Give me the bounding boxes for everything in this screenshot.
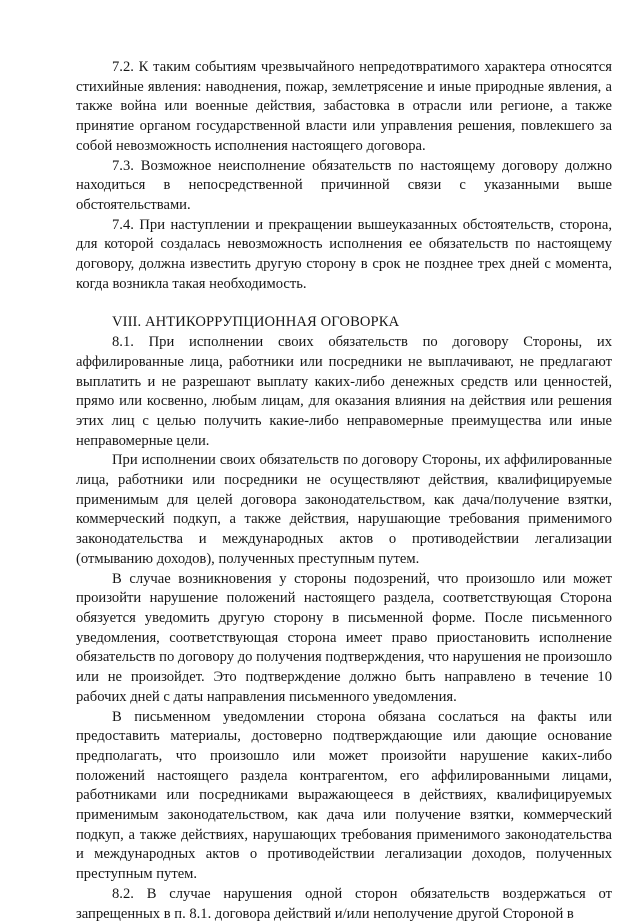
paragraph-7-2: 7.2. К таким событиям чрезвычайного непредотвратимого характера относятся стихийные явления: наводнения, пожар, землетрясение и иные природные явления, а также война или военные действия, забастовка в отрасли или регионе, а также принятие органом государственной власти или управления решения, повлекшего за собой невозможность исполнения настоящего договора. <box>76 59 612 154</box>
paragraph-7-4: 7.4. При наступлении и прекращении вышеуказанных обстоятельств, сторона, для которой создалась невозможность исполнения ее обязательств по настоящему договору, должна известить другую сторону в срок не позднее трех дней с момента, когда возникла такая необходимость. <box>76 216 612 292</box>
paragraph-8-2: 8.2. В случае нарушения одной сторон обязательств воздержаться от запрещенных в п. 8.1. договора действий и/или неполучение другой Стороной в <box>76 885 612 922</box>
document-page <box>76 58 612 924</box>
section-8-heading: VIII. АНТИКОРРУПЦИОННАЯ ОГОВОРКА <box>112 314 400 331</box>
paragraph-8-1-notice: В письменном уведомлении сторона обязана сослаться на факты или предоставить материалы, достоверно подтверждающие или дающие основание предполагать, что произошло или может произойти нарушение каких-либо положений настоящего раздела контрагентом, его аффилированными лицами, работниками или посредниками выражающееся в действиях, квалифицируемых применимым законодательством, как дача или получение взятки, коммерческий подкуп, а также действиях, нарушающих требования применимого законодательства и международных актов о противодействии легализации доходов, полученных преступным путем. <box>76 708 612 883</box>
paragraph-8-1: 8.1. При исполнении своих обязательств по договору Стороны, их аффилированные лица, работники или посредники не выплачивают, не предлагают выплатить и не разрешают выплату каких-либо денежных средств или ценностей, прямо или косвенно, любым лицам, для оказания влияния на действия или решения этих лиц с целью получить какие-либо неправомерные преимущества или иные неправомерные цели. <box>76 334 612 449</box>
paragraph-7-3: 7.3. Возможное неисполнение обязательств по настоящему договору должно находиться в непосредственной причинной связи с указанными выше обстоятельствами. <box>76 157 612 213</box>
paragraph-8-1-actions: При исполнении своих обязательств по договору Стороны, их аффилированные лица, работники или посредники не осуществляют действия, квалифицируемые применимым для целей договора законодательством, как дача/получение взятки, коммерческий подкуп, а также действия, нарушающие требования применимого законодательства и международных актов о противодействии легализации (отмыванию доходов), полученных преступным путем. <box>76 452 612 567</box>
paragraph-8-1-suspicion: В случае возникновения у стороны подозрений, что произошло или может произойти нарушение положений настоящего раздела, соответствующая Сторона обязуется уведомить другую сторону в письменной форме. После письменного уведомления, соответствующая сторона имеет право приостановить исполнение обязательств по договору до получения подтверждения, что нарушения не произошло или не произойдет. Это подтверждение должно быть направлено в течение 10 рабочих дней с даты направления письменного уведомления. <box>76 570 612 705</box>
